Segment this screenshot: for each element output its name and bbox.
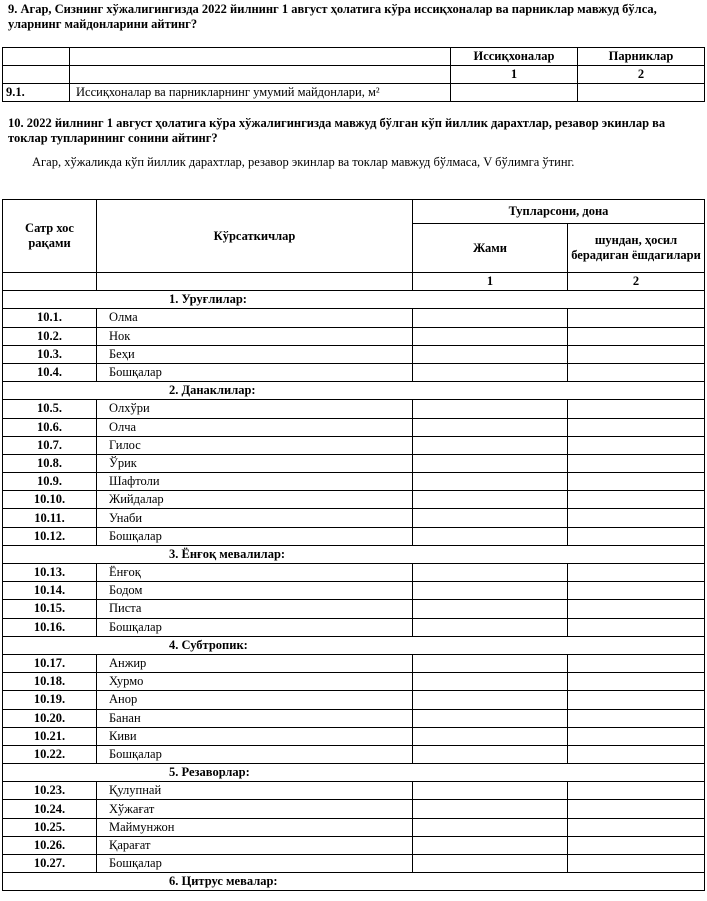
table-row [3, 527, 705, 545]
table-row [3, 691, 705, 709]
fruiting-value-cell[interactable] [568, 618, 705, 636]
table-row [3, 727, 705, 745]
empty-cell [3, 48, 70, 66]
row-label: Бошқалар [97, 618, 413, 636]
total-value-cell[interactable] [413, 727, 568, 745]
row-code: 10.11. [3, 509, 97, 527]
table-row [3, 418, 705, 436]
table-row [3, 782, 705, 800]
fruiting-value-cell[interactable] [568, 473, 705, 491]
row-label: Анор [97, 691, 413, 709]
table-row [3, 564, 705, 582]
section-row [3, 545, 705, 563]
table-row [3, 327, 705, 345]
fruiting-value-cell[interactable] [568, 654, 705, 672]
table-row [3, 363, 705, 381]
fruiting-value-cell[interactable] [568, 800, 705, 818]
fruiting-value-cell[interactable] [568, 418, 705, 436]
col-number-1: 1 [413, 273, 568, 291]
row-label: Беҳи [97, 345, 413, 363]
table-row [3, 309, 705, 327]
row-label: Шафтоли [97, 473, 413, 491]
total-value-cell[interactable] [413, 818, 568, 836]
row-label: Писта [97, 600, 413, 618]
header-total: Жами [413, 224, 568, 273]
total-value-cell[interactable] [413, 564, 568, 582]
fruiting-value-cell[interactable] [568, 818, 705, 836]
question-10-note: Агар, хўжаликда кўп йиллик дарахтлар, резавор экинлар ва токлар мавжуд бўлмаса, V бўлимга ўтинг. [32, 155, 575, 169]
fruiting-value-cell[interactable] [568, 527, 705, 545]
empty-cell [97, 273, 413, 291]
row-label: Хўжағат [97, 800, 413, 818]
row-code: 10.4. [3, 363, 97, 381]
header-greenhouses: Иссиқхоналар [451, 48, 578, 66]
row-label: Бошқалар [97, 363, 413, 381]
total-value-cell[interactable] [413, 436, 568, 454]
table-row [3, 473, 705, 491]
row-label: Олча [97, 418, 413, 436]
total-value-cell[interactable] [413, 618, 568, 636]
row-label: Бодом [97, 582, 413, 600]
row-code: 10.15. [3, 600, 97, 618]
table-row [3, 436, 705, 454]
table-row [3, 454, 705, 472]
fruiting-value-cell[interactable] [568, 436, 705, 454]
table-row [3, 673, 705, 691]
fruiting-value-cell[interactable] [568, 309, 705, 327]
fruiting-value-cell[interactable] [568, 709, 705, 727]
row-label: Бошқалар [97, 745, 413, 763]
row-code: 9.1. [3, 84, 70, 102]
row-label: Бошқалар [97, 527, 413, 545]
total-value-cell[interactable] [413, 345, 568, 363]
table-row [3, 818, 705, 836]
row-label: Иссиқхоналар ва парникларнинг умумий майдонлари, м² [70, 84, 451, 102]
section-title: 2. Данаклилар: [3, 382, 705, 400]
total-value-cell[interactable] [413, 509, 568, 527]
row-label: Хурмо [97, 673, 413, 691]
table-row [3, 855, 705, 873]
section-title: 1. Уруғлилар: [3, 291, 705, 309]
row-code: 10.9. [3, 473, 97, 491]
row-label: Қарағат [97, 836, 413, 854]
row-label: Гилос [97, 436, 413, 454]
total-value-cell[interactable] [413, 491, 568, 509]
total-value-cell[interactable] [413, 582, 568, 600]
fruiting-value-cell[interactable] [568, 509, 705, 527]
row-code: 10.14. [3, 582, 97, 600]
empty-cell [3, 66, 70, 84]
section-row [3, 382, 705, 400]
total-value-cell[interactable] [413, 855, 568, 873]
header-count-group: Тупларсони, дона [413, 200, 705, 224]
row-code: 10.10. [3, 491, 97, 509]
total-value-cell[interactable] [413, 418, 568, 436]
section-row [3, 291, 705, 309]
row-code: 10.1. [3, 309, 97, 327]
section-title: 6. Цитрус мевалар: [3, 873, 705, 891]
section-row [3, 636, 705, 654]
fruiting-value-cell[interactable] [568, 691, 705, 709]
row-label: Жийдалар [97, 491, 413, 509]
row-code: 10.6. [3, 418, 97, 436]
row-label: Қулупнай [97, 782, 413, 800]
row-code: 10.24. [3, 800, 97, 818]
total-value-cell[interactable] [413, 527, 568, 545]
col-number-2: 2 [578, 66, 705, 84]
row-code: 10.19. [3, 691, 97, 709]
section-title: 4. Субтропик: [3, 636, 705, 654]
row-code: 10.16. [3, 618, 97, 636]
table-row [3, 745, 705, 763]
row-label: Бошқалар [97, 855, 413, 873]
total-value-cell[interactable] [413, 400, 568, 418]
header-hotbeds: Парниклар [578, 48, 705, 66]
table-row [3, 400, 705, 418]
section-row [3, 873, 705, 891]
total-value-cell[interactable] [413, 363, 568, 381]
fruiting-value-cell[interactable] [568, 600, 705, 618]
row-code: 10.8. [3, 454, 97, 472]
row-label: Нок [97, 327, 413, 345]
question-9-title: 9. Агар, Сизнинг хўжалигингизда 2022 йилнинг 1 август ҳолатига кўра иссиқхоналар ва парниклар мавжуд бўлса, уларнинг майдонларини айтинг? [8, 2, 657, 31]
fruiting-value-cell[interactable] [568, 782, 705, 800]
row-code: 10.27. [3, 855, 97, 873]
table-row [3, 618, 705, 636]
fruiting-value-cell[interactable] [568, 363, 705, 381]
fruiting-value-cell[interactable] [568, 400, 705, 418]
fruiting-value-cell[interactable] [568, 454, 705, 472]
fruiting-value-cell[interactable] [568, 745, 705, 763]
empty-cell [70, 66, 451, 84]
row-label: Унаби [97, 509, 413, 527]
total-value-cell[interactable] [413, 309, 568, 327]
total-value-cell[interactable] [413, 454, 568, 472]
row-code: 10.3. [3, 345, 97, 363]
total-value-cell[interactable] [413, 782, 568, 800]
table-row [3, 654, 705, 672]
row-code: 10.25. [3, 818, 97, 836]
total-value-cell[interactable] [413, 709, 568, 727]
fruiting-value-cell[interactable] [568, 327, 705, 345]
section-title: 3. Ёнғоқ мевалилар: [3, 545, 705, 563]
section-row [3, 764, 705, 782]
row-code: 10.13. [3, 564, 97, 582]
fruiting-value-cell[interactable] [568, 582, 705, 600]
total-value-cell[interactable] [413, 800, 568, 818]
row-code: 10.21. [3, 727, 97, 745]
table-row [3, 491, 705, 509]
row-label: Маймунжон [97, 818, 413, 836]
total-value-cell[interactable] [413, 600, 568, 618]
fruiting-value-cell[interactable] [568, 836, 705, 854]
row-code: 10.18. [3, 673, 97, 691]
col-number-1: 1 [451, 66, 578, 84]
table-row [3, 800, 705, 818]
fruiting-value-cell[interactable] [568, 855, 705, 873]
header-indicators: Кўрсаткичлар [97, 200, 413, 273]
question-10-title: 10. 2022 йилнинг 1 август ҳолатига кўра хўжалигингизда мавжуд бўлган кўп йиллик дарахтлар, резавор экинлар ва токлар тупларининг сонини айтинг? [8, 116, 666, 145]
row-code: 10.12. [3, 527, 97, 545]
col-number-2: 2 [568, 273, 705, 291]
row-code: 10.20. [3, 709, 97, 727]
row-label: Ёнғоқ [97, 564, 413, 582]
row-label: Олма [97, 309, 413, 327]
row-label: Банан [97, 709, 413, 727]
value-cell[interactable] [451, 84, 578, 102]
row-code: 10.22. [3, 745, 97, 763]
table-row [3, 836, 705, 854]
row-code: 10.7. [3, 436, 97, 454]
table-q10 [2, 199, 705, 891]
total-value-cell[interactable] [413, 327, 568, 345]
fruiting-value-cell[interactable] [568, 564, 705, 582]
header-fruiting: шундан, ҳосил берадиган ёшдагилари [568, 224, 705, 273]
row-label: Киви [97, 727, 413, 745]
empty-cell [70, 48, 451, 66]
value-cell[interactable] [578, 84, 705, 102]
total-value-cell[interactable] [413, 473, 568, 491]
fruiting-value-cell[interactable] [568, 491, 705, 509]
empty-cell [3, 273, 97, 291]
table-row [3, 509, 705, 527]
row-label: Ўрик [97, 454, 413, 472]
total-value-cell[interactable] [413, 654, 568, 672]
total-value-cell[interactable] [413, 673, 568, 691]
total-value-cell[interactable] [413, 691, 568, 709]
fruiting-value-cell[interactable] [568, 727, 705, 745]
table-row [3, 600, 705, 618]
row-code: 10.23. [3, 782, 97, 800]
table-q9 [2, 47, 705, 102]
row-code: 10.26. [3, 836, 97, 854]
header-row-code: Сатр хос рақами [3, 200, 97, 273]
row-code: 10.17. [3, 654, 97, 672]
row-code: 10.5. [3, 400, 97, 418]
section-title: 5. Резаворлар: [3, 764, 705, 782]
table-row [3, 582, 705, 600]
total-value-cell[interactable] [413, 836, 568, 854]
fruiting-value-cell[interactable] [568, 345, 705, 363]
table-row [3, 345, 705, 363]
row-code: 10.2. [3, 327, 97, 345]
row-label: Анжир [97, 654, 413, 672]
table-row [3, 709, 705, 727]
row-label: Олхўри [97, 400, 413, 418]
fruiting-value-cell[interactable] [568, 673, 705, 691]
total-value-cell[interactable] [413, 745, 568, 763]
